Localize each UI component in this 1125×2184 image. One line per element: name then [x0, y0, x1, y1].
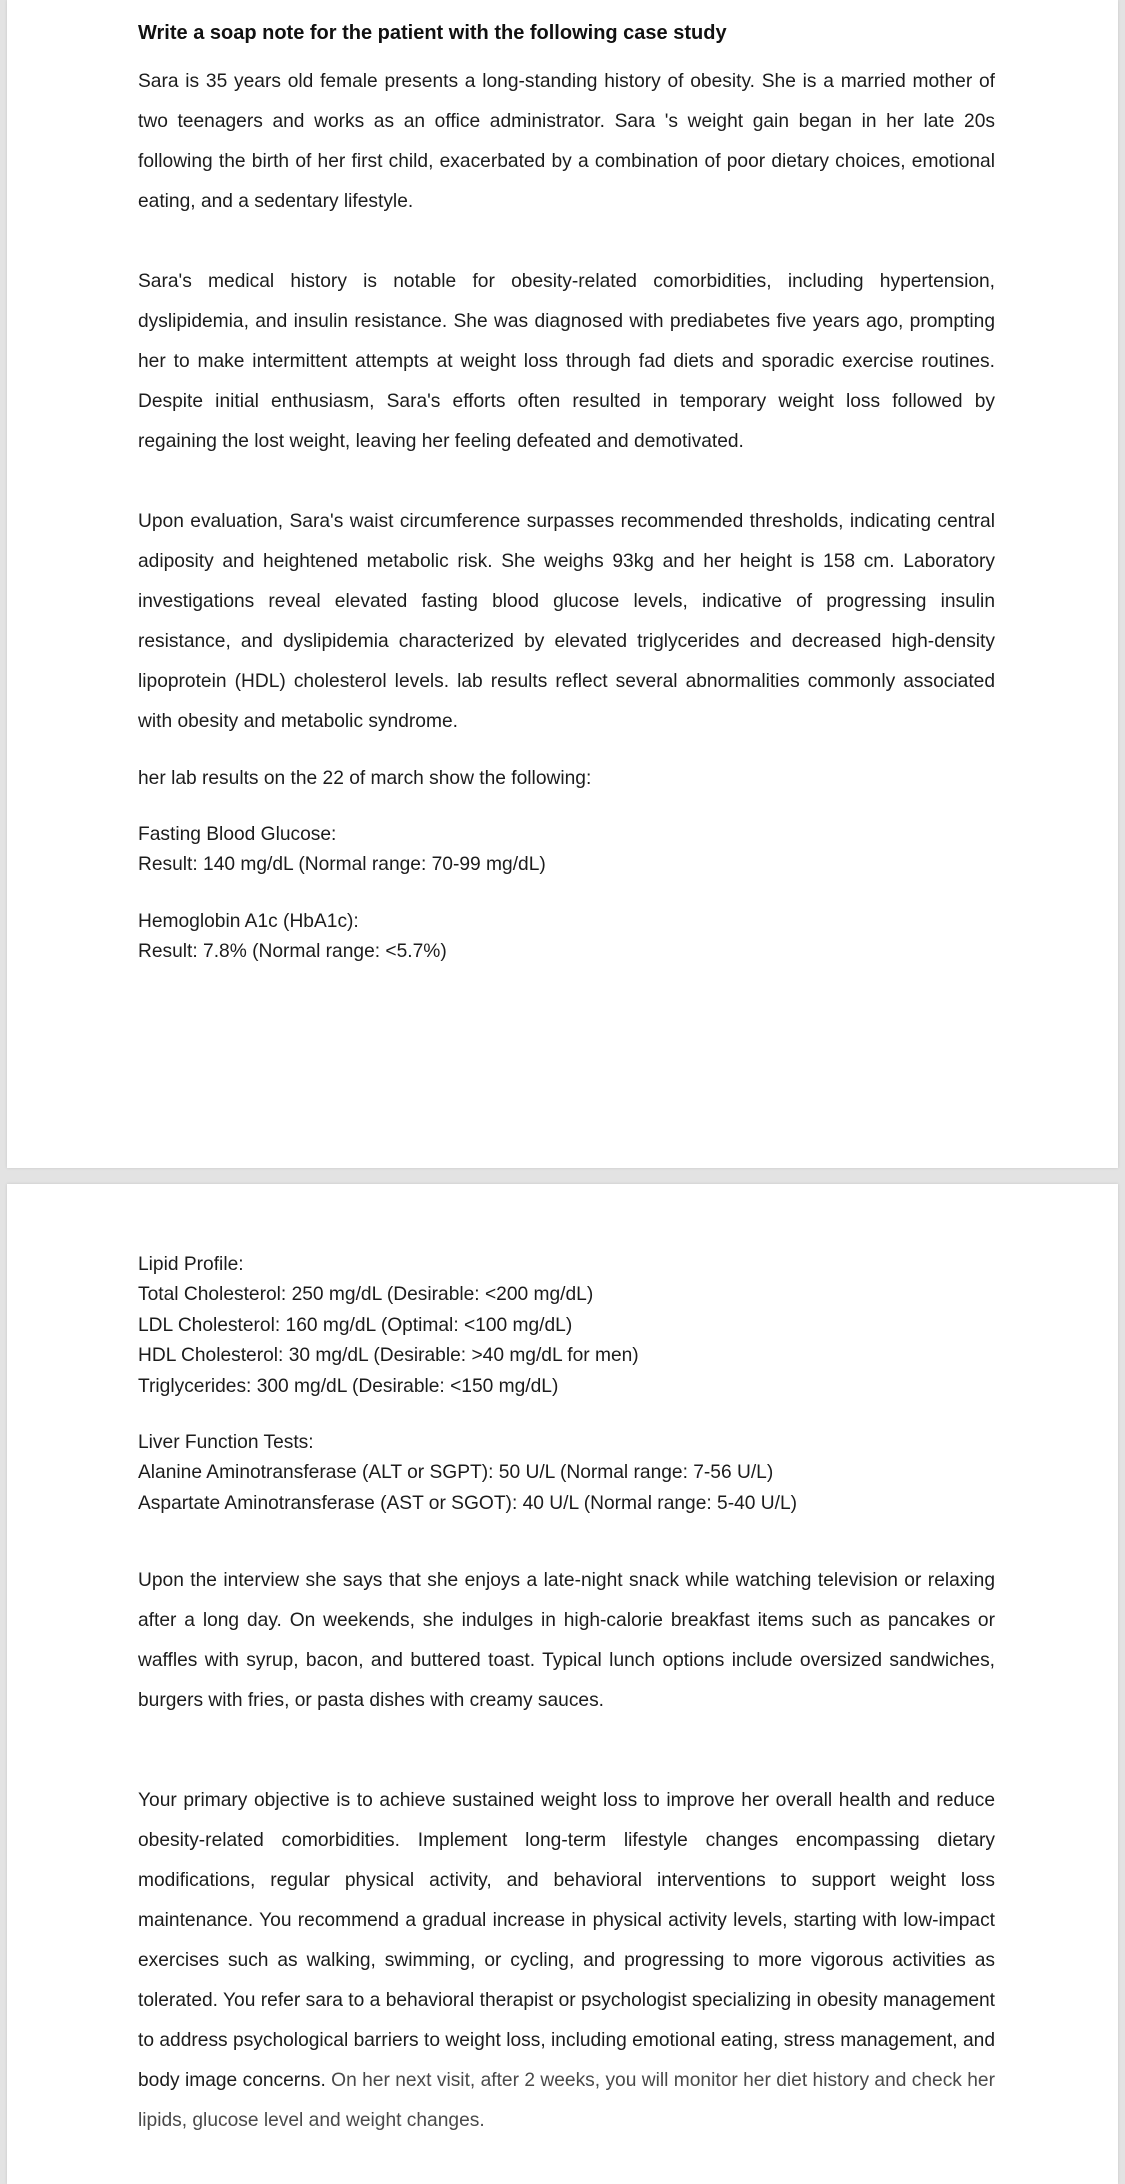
liver-function-block: [138, 1428, 995, 1519]
lipid-profile-heading: Lipid Profile:: [138, 1254, 244, 1275]
evaluation-paragraph: Upon evaluation, Sara's waist circumference surpasses recommended thresholds, indicating central adiposity and heightened metabolic risk. She weighs 93kg and her height is 158 cm. Laboratory investigations reveal elevated fasting blood glucose levels, indicative of progressing insulin resistance, and dyslipidemia characterized by elevated triglycerides and decreased high-density lipoprotein (HDL) cholesterol levels. lab results reflect several abnormalities commonly associated with obesity and metabolic syndrome.: [138, 511, 995, 732]
page-1-content: [138, 16, 995, 968]
objective-paragraph: [138, 1781, 995, 2141]
lipid-line: HDL Cholesterol: 30 mg/dL (Desirable: >40 mg/dL for men): [138, 1345, 639, 1367]
lipid-line: LDL Cholesterol: 160 mg/dL (Optimal: <100 mg/dL): [138, 1314, 573, 1336]
objective-text: Your primary objective is to achieve sustained weight loss to improve her overall health and reduce obesity-related comorbidities. Implement long-term lifestyle changes encompassing dietary modifications, regular physical activity, and behavioral interventions to support weight loss maintenance. You recommend a gradual increase in physical activity levels, starting with low-impact exercises such as walking, swimming, or cycling, and progressing to more vigorous activities as tolerated. You refer sara to a behavioral therapist or psychologist specializing in obesity management to address psychological barriers to weight loss, including emotional eating, stress management, and body image concerns.: [138, 1790, 995, 2092]
spacer: [138, 742, 995, 764]
followup-text: On her next visit, after 2 weeks, you will monitor her diet history and check her lipids, glucose level and weight changes.: [138, 2070, 995, 2132]
hba1c-result: Result: 7.8% (Normal range: <5.7%): [138, 941, 447, 963]
history-paragraph: Sara is 35 years old female presents a long-standing history of obesity. She is a married mother of two teenagers and works as an office administrator. Sara 's weight gain began in her late 20s following the birth of her first child, exacerbated by a combination of poor dietary choices, emotional eating, and a sedentary lifestyle.: [138, 71, 995, 212]
liver-function-heading: Liver Function Tests:: [138, 1432, 314, 1454]
fasting-glucose-result: Result: 140 mg/dL (Normal range: 70-99 mg/dL): [138, 854, 546, 876]
lipid-profile-block: [138, 1250, 995, 1402]
liver-line: Aspartate Aminotransferase (AST or SGOT): 40 U/L (Normal range: 5-40 U/L): [138, 1492, 798, 1514]
fasting-glucose-heading: Fasting Blood Glucose:: [138, 824, 337, 845]
lipid-line: Triglycerides: 300 mg/dL (Desirable: <150 mg/dL): [138, 1375, 559, 1397]
lipid-line: Total Cholesterol: 250 mg/dL (Desirable: <200 mg/dL): [138, 1284, 594, 1306]
document-page-1: [7, 0, 1118, 1168]
medical-history-paragraph: Sara's medical history is notable for obesity-related comorbidities, including hypertension, dyslipidemia, and insulin resistance. She was diagnosed with prediabetes five years ago, prompting her to make intermittent attempts at weight loss through fad diets and sporadic exercise routines. Despite initial enthusiasm, Sara's efforts often resulted in temporary weight loss followed by regaining the lost weight, leaving her feeling defeated and demotivated.: [138, 271, 995, 452]
hba1c-block: [138, 907, 995, 968]
spacer: [138, 1721, 995, 1781]
liver-line: Alanine Aminotransferase (ALT or SGPT): 50 U/L (Normal range: 7-56 U/L): [138, 1462, 774, 1484]
lab-intro: her lab results on the 22 of march show the following:: [138, 768, 592, 789]
spacer: [138, 794, 995, 820]
spacer: [138, 222, 995, 262]
fasting-glucose-block: [138, 820, 995, 881]
spacer: [138, 1402, 995, 1428]
case-study-title: Write a soap note for the patient with the following case study: [138, 22, 727, 44]
spacer: [138, 1519, 995, 1561]
document-page-2: [7, 1184, 1118, 2184]
spacer: [138, 462, 995, 502]
page-2-content: [138, 1250, 995, 2141]
interview-paragraph: Upon the interview she says that she enjoys a late-night snack while watching television or relaxing after a long day. On weekends, she indulges in high-calorie breakfast items such as pancakes or waffles with syrup, bacon, and buttered toast. Typical lunch options include oversized sandwiches, burgers with fries, or pasta dishes with creamy sauces.: [138, 1570, 995, 1712]
hba1c-heading: Hemoglobin A1c (HbA1c):: [138, 910, 359, 932]
spacer: [138, 881, 995, 907]
